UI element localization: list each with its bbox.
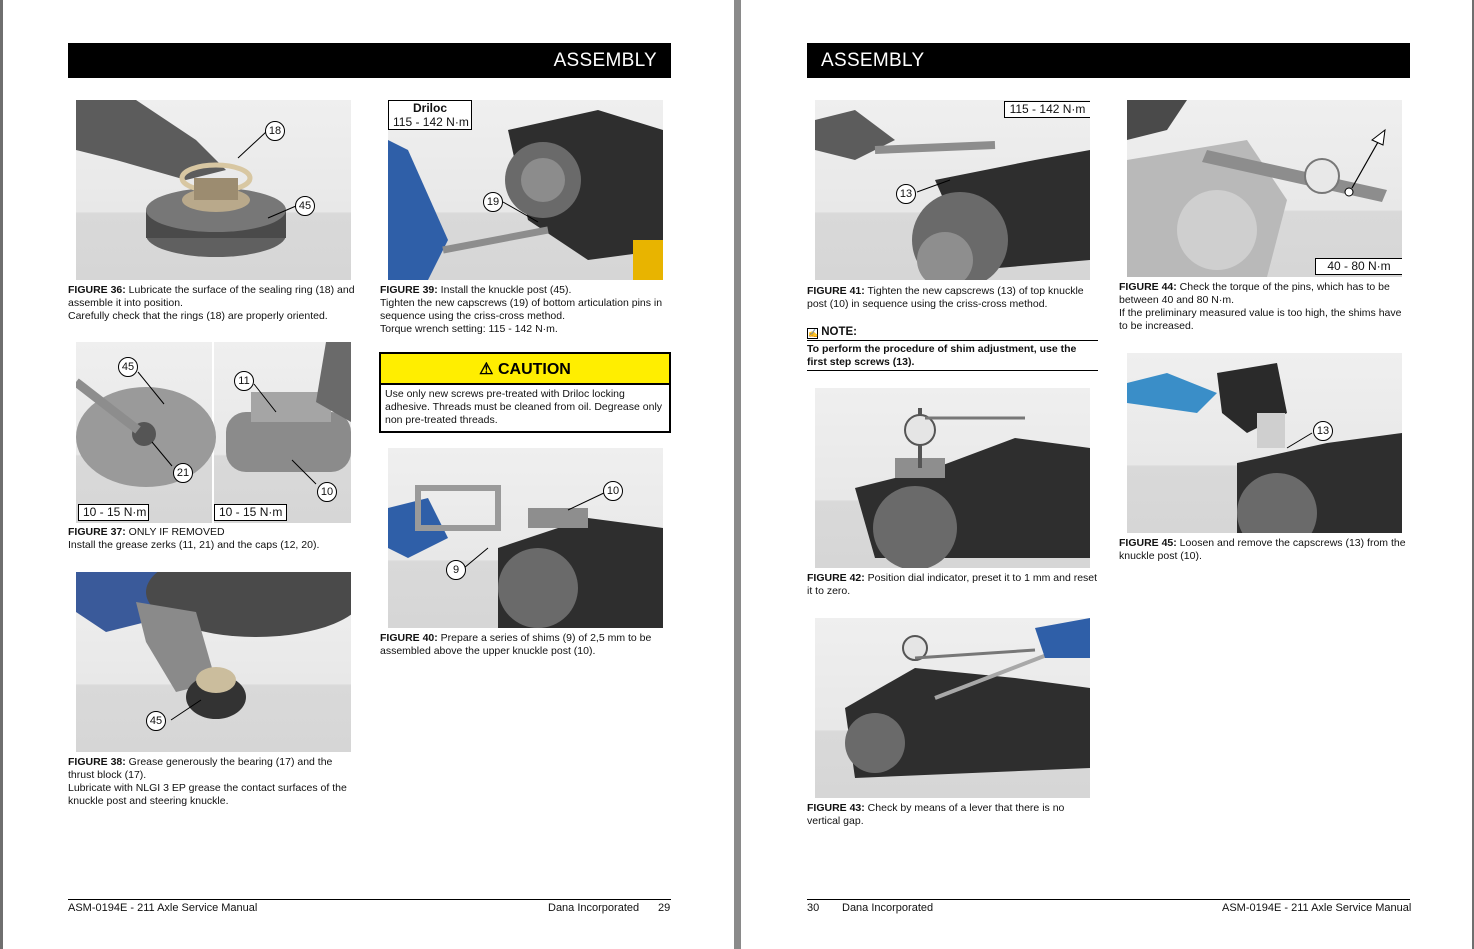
figure-42-image bbox=[815, 388, 1090, 568]
page-gutter bbox=[734, 0, 741, 949]
note-icon: ✍ bbox=[808, 329, 818, 338]
figure-37-image bbox=[76, 342, 351, 523]
callout-10: 10 bbox=[603, 481, 623, 501]
section-header: ASSEMBLY bbox=[807, 43, 1410, 78]
figure-40-caption bbox=[380, 632, 672, 658]
caption-label: FIGURE 37: bbox=[68, 526, 126, 538]
section-header: ASSEMBLY bbox=[68, 43, 671, 78]
warning-triangle-icon: ⚠ bbox=[479, 361, 494, 378]
torque-label: 115 - 142 N·m bbox=[1004, 101, 1090, 118]
figure-43-caption bbox=[807, 802, 1099, 828]
caption-text: Position dial indicator, preset it to 1 mm and reset it to zero. bbox=[807, 572, 1098, 597]
footer-doc-title: ASM-0194E - 211 Axle Service Manual bbox=[68, 902, 258, 914]
figure-41-illustration bbox=[815, 100, 1090, 280]
callout-13: 13 bbox=[1313, 421, 1333, 441]
note-title: NOTE: bbox=[821, 326, 857, 338]
figure-45-illustration bbox=[1127, 353, 1402, 533]
footer-rule bbox=[68, 899, 671, 900]
callout-13: 13 bbox=[896, 184, 916, 204]
figure-42-illustration bbox=[815, 388, 1090, 568]
figure-41-image bbox=[815, 100, 1090, 280]
caption-text-2: Tighten the new capscrews (19) of bottom articulation pins in sequence using the criss-cross method. bbox=[380, 297, 663, 322]
caption-label: FIGURE 39: bbox=[380, 284, 438, 296]
figure-43-image bbox=[815, 618, 1090, 798]
callout-45: 45 bbox=[146, 711, 166, 731]
figure-45-image bbox=[1127, 353, 1402, 533]
caption-label: FIGURE 41: bbox=[807, 285, 865, 297]
footer-rule bbox=[807, 899, 1410, 900]
callout-11: 11 bbox=[234, 371, 254, 391]
caption-text: ONLY IF REMOVED bbox=[125, 526, 225, 538]
figure-44-image bbox=[1127, 100, 1402, 277]
figure-38-caption bbox=[68, 756, 360, 808]
caption-text-2: If the preliminary measured value is too high, the shims have to be increased. bbox=[1119, 307, 1402, 332]
figure-36-image bbox=[76, 100, 351, 280]
page-30 bbox=[741, 0, 1472, 949]
callout-10: 10 bbox=[317, 482, 337, 502]
torque-label: 40 - 80 N·m bbox=[1315, 258, 1402, 275]
footer-company: Dana Incorporated bbox=[842, 902, 934, 914]
page-number: 30 bbox=[807, 902, 820, 914]
caption-text: Tighten the new capscrews (13) of top knuckle post (10) in sequence using the criss-cross method. bbox=[807, 285, 1084, 310]
figure-43-illustration bbox=[815, 618, 1090, 798]
caption-label: FIGURE 36: bbox=[68, 284, 126, 296]
callout-18: 18 bbox=[265, 121, 285, 141]
caption-text: Check by means of a lever that there is no vertical gap. bbox=[807, 802, 1065, 827]
figure-39-image bbox=[388, 100, 663, 280]
figure-36-illustration bbox=[76, 100, 351, 280]
figure-38-image bbox=[76, 572, 351, 752]
driloc-title: Driloc bbox=[412, 101, 447, 115]
caption-label: FIGURE 44: bbox=[1119, 281, 1177, 293]
caution-text: Use only new screws pre-treated with Driloc locking adhesive. Threads must be cleaned from oil. Degrease only non pre-treated threads. bbox=[385, 388, 663, 426]
callout-45: 45 bbox=[118, 357, 138, 377]
callout-45: 45 bbox=[295, 196, 315, 216]
caption-text: Install the knuckle post (45). bbox=[437, 284, 572, 296]
callout-19: 19 bbox=[483, 192, 503, 212]
figure-44-illustration bbox=[1127, 100, 1402, 277]
caption-text: Loosen and remove the capscrews (13) from the knuckle post (10). bbox=[1119, 537, 1406, 562]
caption-text-2: Lubricate with NLGI 3 EP grease the contact surfaces of the knuckle post and steering knuckle. bbox=[68, 782, 347, 807]
caution-header bbox=[381, 354, 669, 385]
callout-9: 9 bbox=[446, 560, 466, 580]
caption-label: FIGURE 43: bbox=[807, 802, 865, 814]
caption-text: Grease generously the bearing (17) and the thrust block (17). bbox=[68, 756, 333, 781]
caption-text: Lubricate the surface of the sealing ring (18) and assemble it into position. bbox=[68, 284, 355, 309]
note-rule-top bbox=[807, 340, 1098, 341]
figure-42-caption bbox=[807, 572, 1099, 598]
caption-text-2: Carefully check that the rings (18) are properly oriented. bbox=[68, 310, 328, 322]
note-rule-bottom bbox=[807, 370, 1098, 371]
torque-label: 115 - 142 N·m bbox=[393, 115, 469, 129]
caption-label: FIGURE 42: bbox=[807, 572, 865, 584]
page-29 bbox=[3, 0, 734, 949]
driloc-torque-box bbox=[388, 100, 472, 130]
note-heading bbox=[807, 326, 857, 339]
page-number: 29 bbox=[658, 902, 671, 914]
caption-label: FIGURE 38: bbox=[68, 756, 126, 768]
caption-text-3: Torque wrench setting: 115 - 142 N·m. bbox=[380, 323, 558, 335]
figure-44-caption bbox=[1119, 281, 1411, 333]
caution-title: CAUTION bbox=[497, 361, 571, 378]
torque-label: 10 - 15 N·m bbox=[78, 504, 149, 521]
figure-40-illustration bbox=[388, 448, 663, 628]
figure-41-caption bbox=[807, 285, 1099, 311]
figure-40-image bbox=[388, 448, 663, 628]
note-text: To perform the procedure of shim adjustment, use the first step screws (13). bbox=[807, 343, 1077, 368]
figure-39-caption bbox=[380, 284, 672, 336]
figure-38-illustration bbox=[76, 572, 351, 752]
figure-36-caption bbox=[68, 284, 360, 323]
figure-37-caption bbox=[68, 526, 360, 552]
torque-label: 10 - 15 N·m bbox=[214, 504, 287, 521]
caption-label: FIGURE 45: bbox=[1119, 537, 1177, 549]
caption-text: Prepare a series of shims (9) of 2,5 mm to be assembled above the upper knuckle post (10). bbox=[380, 632, 652, 657]
footer-doc-title: ASM-0194E - 211 Axle Service Manual bbox=[1222, 902, 1412, 914]
caption-text-2: Install the grease zerks (11, 21) and the caps (12, 20). bbox=[68, 539, 320, 551]
figure-45-caption bbox=[1119, 537, 1411, 563]
caption-label: FIGURE 40: bbox=[380, 632, 438, 644]
caption-text: Check the torque of the pins, which has to be between 40 and 80 N·m. bbox=[1119, 281, 1390, 306]
footer-company: Dana Incorporated bbox=[548, 902, 640, 914]
caution-box bbox=[379, 352, 671, 433]
callout-21: 21 bbox=[173, 463, 193, 483]
